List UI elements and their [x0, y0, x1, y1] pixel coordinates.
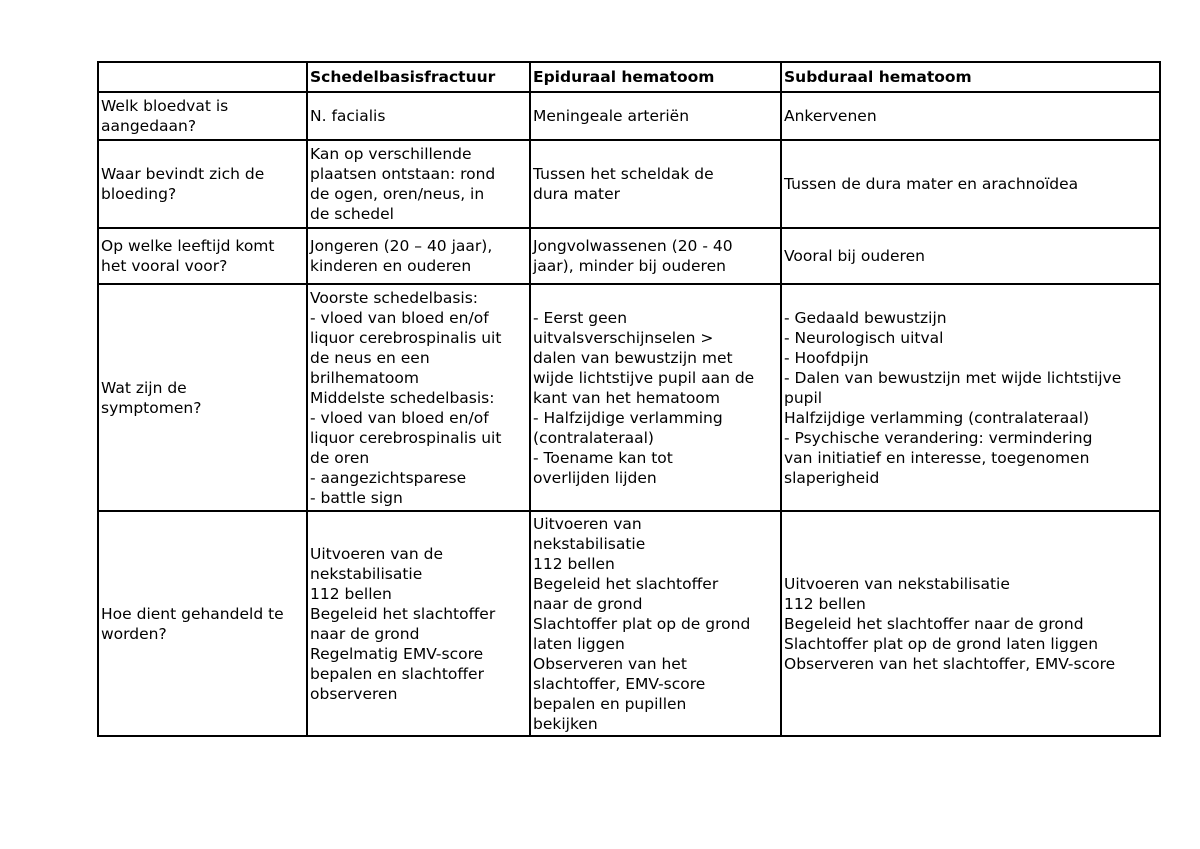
header-epiduraal-hematoom[interactable]: Epiduraal hematoom [530, 62, 781, 92]
table-cell[interactable]: N. facialis [307, 92, 530, 140]
table-cell[interactable]: Uitvoeren van nekstabilisatie 112 bellen Begeleid het slachtoffer naar de grond Slachtoffer plat op de grond laten liggen Observeren van het slachtoffer, EMV-score [781, 511, 1160, 736]
table-row-symptomen [98, 284, 1160, 511]
table-cell[interactable]: Ankervenen [781, 92, 1160, 140]
table-cell[interactable]: Jongeren (20 – 40 jaar), kinderen en ouderen [307, 228, 530, 284]
table-cell[interactable]: Jongvolwassenen (20 - 40 jaar), minder bij ouderen [530, 228, 781, 284]
table-row-leeftijd [98, 228, 1160, 284]
table-cell[interactable]: Uitvoeren van de nekstabilisatie 112 bellen Begeleid het slachtoffer naar de grond Regelmatig EMV-score bepalen en slachtoffer observeren [307, 511, 530, 736]
table-cell[interactable]: Vooral bij ouderen [781, 228, 1160, 284]
table-cell[interactable]: - Gedaald bewustzijn - Neurologisch uitval - Hoofdpijn - Dalen van bewustzijn met wijde lichtstijve pupil Halfzijdige verlamming (contralateraal) - Psychische verandering: vermindering van initiatief en interesse, toegenomen slaperigheid [781, 284, 1160, 511]
row-label[interactable]: Welk bloedvat is aangedaan? [98, 92, 307, 140]
table-cell[interactable]: Meningeale arteriën [530, 92, 781, 140]
table-cell[interactable]: - Eerst geen uitvalsverschijnselen > dalen van bewustzijn met wijde lichtstijve pupil aan de kant van het hematoom - Halfzijdige verlamming (contralateraal) - Toename kan tot overlijden lijden [530, 284, 781, 511]
header-subduraal-hematoom[interactable]: Subduraal hematoom [781, 62, 1160, 92]
row-label[interactable]: Hoe dient gehandeld te worden? [98, 511, 307, 736]
row-label[interactable]: Waar bevindt zich de bloeding? [98, 140, 307, 228]
header-schedelbasisfractuur[interactable]: Schedelbasisfractuur [307, 62, 530, 92]
table-cell[interactable]: Kan op verschillende plaatsen ontstaan: rond de ogen, oren/neus, in de schedel [307, 140, 530, 228]
table-row-bloedvat [98, 92, 1160, 140]
table-row-bloeding [98, 140, 1160, 228]
table-cell[interactable]: Uitvoeren van nekstabilisatie 112 bellen Begeleid het slachtoffer naar de grond Slachtoffer plat op de grond laten liggen Observeren van het slachtoffer, EMV-score bepalen en pupillen bekijken [530, 511, 781, 736]
comparison-table [97, 61, 1161, 737]
header-corner-cell[interactable] [98, 62, 307, 92]
table-cell[interactable]: Tussen de dura mater en arachnoïdea [781, 140, 1160, 228]
row-label[interactable]: Wat zijn de symptomen? [98, 284, 307, 511]
table-row-handelen [98, 511, 1160, 736]
table-cell[interactable]: Voorste schedelbasis: - vloed van bloed en/of liquor cerebrospinalis uit de neus en een brilhematoom Middelste schedelbasis: - vloed van bloed en/of liquor cerebrospinalis uit de oren - aangezichtsparese - battle sign [307, 284, 530, 511]
header-row [98, 62, 1160, 92]
row-label[interactable]: Op welke leeftijd komt het vooral voor? [98, 228, 307, 284]
table-cell[interactable]: Tussen het scheldak de dura mater [530, 140, 781, 228]
